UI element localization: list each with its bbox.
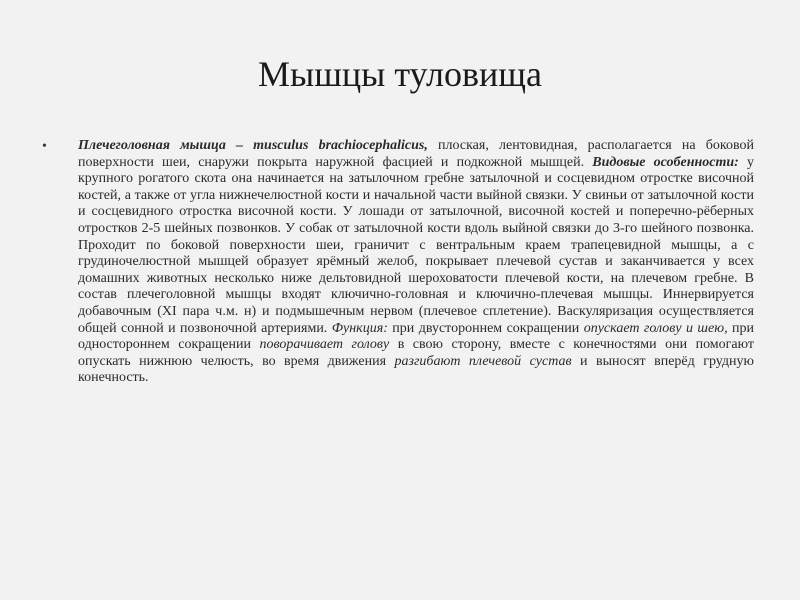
- species-label: Видовые особенности:: [592, 154, 739, 170]
- function-text-1: при двустороннем сокращении: [387, 320, 584, 336]
- body-paragraph: [78, 138, 754, 387]
- muscle-term: Плечеголовная мышца – musculus brachiocephalicus,: [78, 138, 428, 153]
- bullet-item: [40, 138, 754, 387]
- function-text-3: в свою сторону, вместе с конечностями они помогают опускать нижнюю челюсть, во время движения: [78, 337, 755, 369]
- function-emphasis-3: разгибают плечевой сустав: [394, 353, 572, 369]
- intro-text: плоская, лентовидная, располагается на боковой поверхности шеи, снаружи покрыта наружной фасцией и подкожной мышцей.: [78, 138, 754, 170]
- species-text: у крупного рогатого скота она начинается на затылочном гребне затылочной и сосцевидном отростке височной костей, а также от угла нижнечелюстной кости и начальной части выйной связки. У свиньи от затылочной кости и сосцевидного отростка височной кости. У лошади от затылочной, височной костей и поперечно-рёберных отростков 2-5 шейных позвонков. У собак от затылочной кости вдоль выйной связки до 3-го шейного позвонка. Проходит по боковой поверхности шеи, граничит с вентральным краем трапецевидной мышцы, а с грудиночелюстной мышцей образует ярёмный желоб, покрывает плечевой сустав и заканчивается у всех домашних животных несколько ниже дельтовидной шероховатости плечевой кости, на плечевом гребне. В состав плечеголовной мышцы входят ключично-головная и ключично-плечевая мышцы. Иннервируется добавочным (XI пара ч.м. н) и подмышечным нервом (плечевое сплетение). Васкуляризация осуществляется общей сонной и позвоночной артериями.: [78, 154, 755, 336]
- function-label: Функция:: [331, 320, 388, 336]
- slide-body: [40, 138, 754, 387]
- function-emphasis-2: поворачивает голову: [259, 337, 390, 353]
- function-text-2: при одностороннем сокращении: [78, 320, 754, 353]
- slide-title: Мышцы туловища: [258, 54, 542, 94]
- function-emphasis-1: опускает голову и шею,: [583, 320, 728, 336]
- function-text-4: и выносят вперёд грудную конечность.: [78, 353, 754, 386]
- bullet-icon: •: [42, 139, 47, 154]
